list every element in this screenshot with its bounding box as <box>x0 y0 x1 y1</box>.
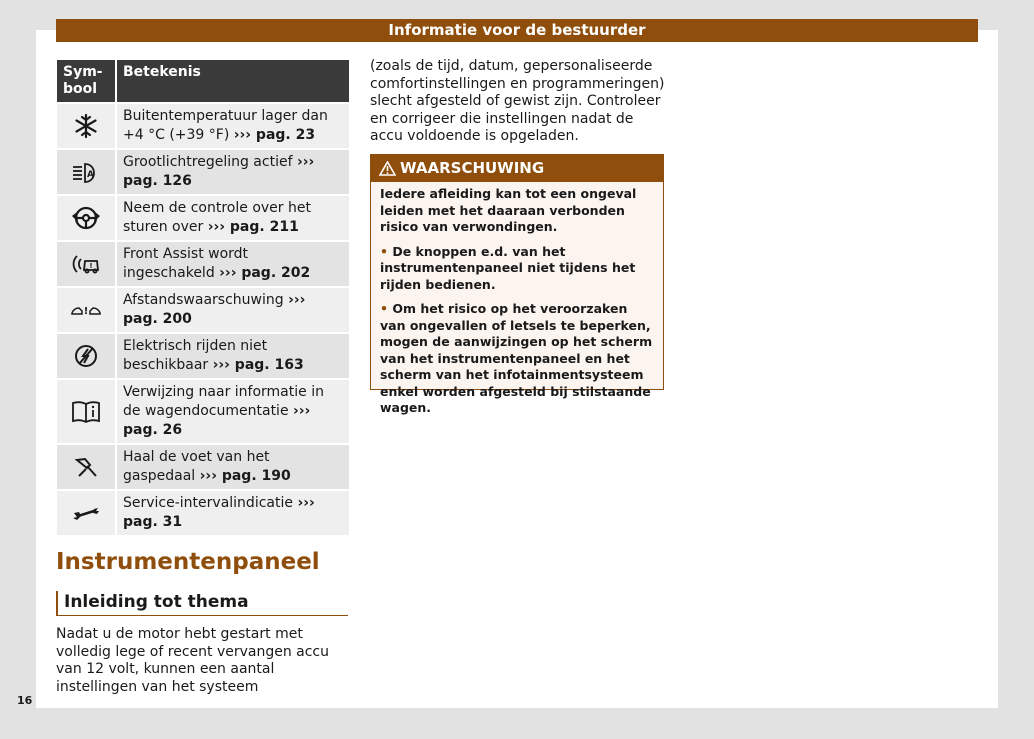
book-info-icon <box>71 399 101 425</box>
page-number: 16 <box>17 694 33 707</box>
table-row <box>57 445 349 489</box>
column-header-symbol: Sym- bool <box>57 60 117 102</box>
warning-box <box>370 154 664 415</box>
list-item: • Om het risico op het veroorzaken van ongevallen of letsels te beperken, mogen de aanwijzingen op het scherm van het instrumentenpaneel en het scherm van het infotainmentsysteem enkel worden afgesteld bij stilstaande wagen. <box>380 301 653 415</box>
page-reference-link[interactable]: ››› pag. 163 <box>212 357 304 373</box>
table-cell-meaning: Service-intervalindicatie ››› pag. 31 <box>117 491 349 535</box>
take-over-steering-icon <box>71 205 101 231</box>
table-row <box>57 104 349 148</box>
page-reference-link[interactable]: ››› pag. 23 <box>233 127 316 143</box>
table-cell-meaning: Elektrisch rijden niet beschikbaar ››› pag. 163 <box>117 334 349 378</box>
page-reference-link[interactable]: ››› pag. 31 <box>123 495 315 530</box>
svg-text:!: ! <box>83 306 89 317</box>
table-row <box>57 242 349 286</box>
table-row <box>57 288 349 332</box>
table-cell-meaning: Front Assist wordt ingeschakeld ››› pag. 202 <box>117 242 349 286</box>
section-subtitle: Inleiding tot thema <box>56 591 348 616</box>
page-header: Informatie voor de bestuurder <box>56 19 978 42</box>
table-row <box>57 380 349 443</box>
page-reference-link[interactable]: ››› pag. 126 <box>123 154 315 189</box>
table-row <box>57 150 349 194</box>
table-row <box>57 491 349 535</box>
distance-warning-icon <box>71 297 101 323</box>
electric-unavailable-icon <box>71 343 101 369</box>
table-row <box>57 334 349 378</box>
high-beam-assist-icon <box>71 159 101 185</box>
table-cell-meaning: Afstandswaarschuwing ››› pag. 200 <box>117 288 349 332</box>
table-cell-meaning: Haal de voet van het gaspedaal ››› pag. 190 <box>117 445 349 489</box>
intro-paragraph: Nadat u de motor hebt gestart met volledig lege of recent vervangen accu van 12 volt, kunnen een aantal instellingen van het systeem <box>56 626 329 695</box>
warning-body <box>371 182 663 429</box>
continuation-paragraph: (zoals de tijd, datum, gepersonaliseerde comfortinstellingen en programmeringen) slecht afgesteld of gewist zijn. Controleer en corrigeer die instellingen nadat de accu voldoende is opgeladen. <box>370 58 665 144</box>
bullet-icon: • <box>380 301 393 316</box>
symbol-table <box>57 58 349 537</box>
table-cell-meaning: Buitentemperatuur lager dan +4 °C (+39 °F) ››› pag. 23 <box>117 104 349 148</box>
snowflake-icon <box>71 113 101 139</box>
table-cell-meaning: Grootlichtregeling actief ››› pag. 126 <box>117 150 349 194</box>
warning-triangle-icon <box>379 161 396 176</box>
page-reference-link[interactable]: ››› pag. 26 <box>123 403 311 438</box>
wrench-icon <box>71 500 101 526</box>
foot-off-pedal-icon <box>71 454 101 480</box>
warning-title: WAARSCHUWING <box>400 159 545 177</box>
bullet-icon: • <box>380 243 393 259</box>
page-reference-link[interactable]: ››› pag. 200 <box>123 292 306 327</box>
page-reference-link[interactable]: ››› pag. 202 <box>219 265 311 281</box>
list-item: • De knoppen e.d. van het instrumentenpaneel niet tijdens het rijden bedienen. <box>380 243 636 292</box>
table-cell-meaning: Verwijzing naar informatie in de wagendocumentatie ››› pag. 26 <box>117 380 349 443</box>
page-reference-link[interactable]: ››› pag. 211 <box>207 219 299 235</box>
warning-intro: Iedere afleiding kan tot een ongeval leiden met het daaraan verbonden risico van verwondingen. <box>380 186 637 234</box>
column-header-meaning: Betekenis <box>117 60 349 102</box>
section-title: Instrumentenpaneel <box>56 549 320 575</box>
svg-text:!: ! <box>89 262 93 270</box>
svg-text:A: A <box>87 170 94 180</box>
table-row <box>57 196 349 240</box>
front-assist-icon <box>71 251 101 277</box>
page-reference-link[interactable]: ››› pag. 190 <box>199 468 291 484</box>
warning-header <box>371 155 663 182</box>
table-cell-meaning: Neem de controle over het sturen over ››› pag. 211 <box>117 196 349 240</box>
